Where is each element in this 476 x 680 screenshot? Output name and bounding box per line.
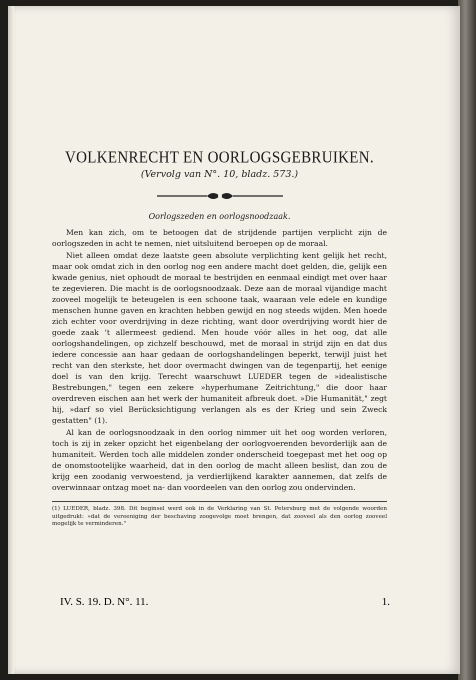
footnote-rule bbox=[52, 501, 387, 502]
footnote: (1) LUEDER, bladz. 398. Dit beginsel werd ook in de Verklaring van St. Petersburg met de volgende woorden uitgedrukt: »dat de vereeniging der beschaving zoogevolge moet brengen, dat zooveel als den oorlog zooveel mogelijk te verminderen." bbox=[52, 506, 387, 527]
section-heading: Oorlogszeden en oorlogsnoodzaak. bbox=[148, 212, 291, 221]
page-edge-shadow bbox=[8, 6, 14, 674]
sheet-number: 1. bbox=[381, 596, 390, 608]
ornament-divider bbox=[155, 190, 285, 202]
paragraph-2: Niet alleen omdat deze laatste geen absolute verplichting kent gelijk het recht, maar ook omdat zich in den oorlog nog een andere macht doet gelden, die, gelijk een kwade genius, niet ophoudt de moraal te bestrijden en eenmaal eindigt met over haar te zegevieren. Die macht is de oorlogsnoodzaak. Deze aan de moraal vijandige macht zooveel mogelijk te beteugelen is een schoone taak, waaraan vele edele en kundige menschen hunne gaven en krachten hebben gewijd en nog steeds wijden. Men hoede zich echter voor overdrijving in deze richting, want door overdrijving wordt hier de goede zaak 't allermeest gediend. Men houde vóór alles in het oog, dat alle oorlogshandelingen, op zichzelf beschouwd, met de moraal in strijd zijn en dat dus iedere concessie aan haar gedaan de oorlogshandelingen beperkt, terwijl juist het recht van den sterkste, het door overmacht dwingen van de tegenpartij, het eenige doel is van den krijg. Terecht waarschuwt LUEDER tegen de »idealistische Bestrebungen," tegen een zekere »hyperhumane Zeitrichtung," die door haar overdreven eischen aan het werk der humaniteit afbreuk doet. »Die Humanität," zegt hij, »darf so viel Berücksichtigung verlangen als es der Krieg und sein Zweck gestatten" (1). bbox=[52, 251, 387, 425]
printer-signature: IV. S. 19. D. N°. 11. bbox=[60, 596, 149, 608]
book-spine bbox=[458, 0, 476, 680]
page-content bbox=[52, 150, 387, 529]
paragraph-1: Men kan zich, om te betoogen dat de strijdende partijen verplicht zijn de oorlogszeden in acht te nemen, niet uitsluitend beroepen op de moraal. bbox=[52, 228, 387, 248]
page-footer bbox=[60, 596, 390, 608]
article-subtitle: (Vervolg van N°. 10, bladz. 573.) bbox=[140, 169, 299, 180]
article-title: VOLKENRECHT EN OORLOGSGEBRUIKEN. bbox=[65, 148, 374, 168]
paragraph-3: Al kan de oorlogsnoodzaak in den oorlog nimmer uit het oog worden verloren, toch is zij in zeker opzicht het eigenbelang der oorlogvoerenden bevorderlijk aan de humaniteit. Werden toch alle middelen zonder onderscheid toegepast met het oog op de onomstootelijke waarheid, dat in den oorlog de macht alleen beslist, dan zou de krijg een zoodanig verwoestend, ja verdierlijkend karakter aannemen, dat zelfs de overwinnaar ontzag moet na- dan voordeelen van den oorlog zou ondervinden. bbox=[52, 428, 387, 492]
